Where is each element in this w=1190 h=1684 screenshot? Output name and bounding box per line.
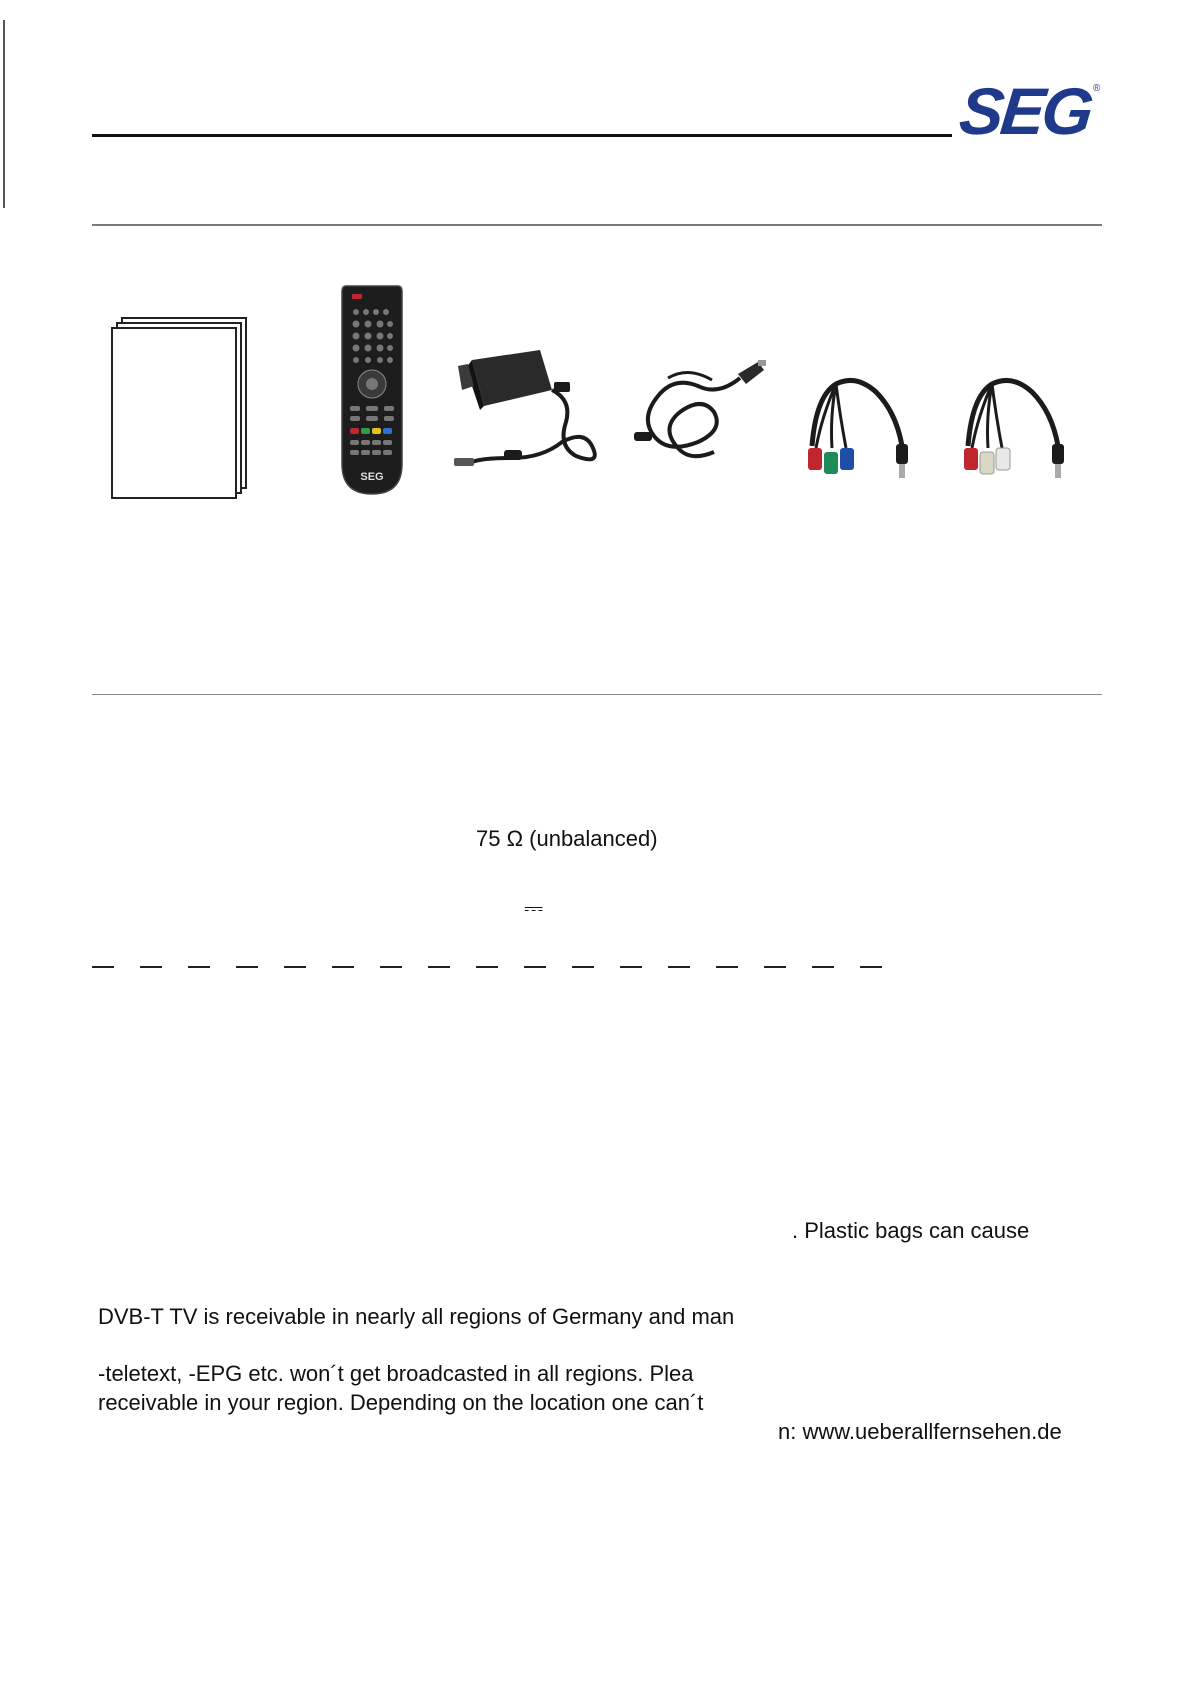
impedance-spec: 75 Ω (unbalanced): [476, 826, 658, 851]
component-cable-icon: [796, 376, 926, 488]
dashed-separator: [92, 966, 882, 968]
dvbt-note-line-2: -teletext, -EPG etc. won´t get broadcasted in all regions. Plea: [98, 1361, 694, 1386]
power-adapter-icon: [452, 346, 604, 478]
dc-symbol: ⎓: [524, 895, 544, 922]
remote-brand-label: SEG: [360, 471, 384, 483]
section-divider-top: [92, 224, 1102, 226]
margin-line: [3, 20, 5, 208]
dvbt-note-line-3: receivable in your region. Depending on the location one can´t: [98, 1390, 704, 1415]
dvbt-website-line: n: www.ueberallfernsehen.de: [778, 1419, 1062, 1444]
document-stack-icon: [108, 314, 250, 502]
registered-mark: ®: [1093, 83, 1101, 94]
section-divider-middle: [92, 694, 1102, 695]
seg-logo: SEG: [956, 74, 1095, 148]
plastic-bags-note: . Plastic bags can cause: [792, 1218, 1030, 1243]
av-cable-icon: [952, 376, 1082, 488]
header-rule: [92, 134, 952, 137]
remote-control-icon: [340, 284, 404, 498]
dvbt-note-line-1: DVB-T TV is receivable in nearly all regions of Germany and man: [98, 1304, 735, 1329]
car-adapter-icon: [628, 356, 768, 472]
